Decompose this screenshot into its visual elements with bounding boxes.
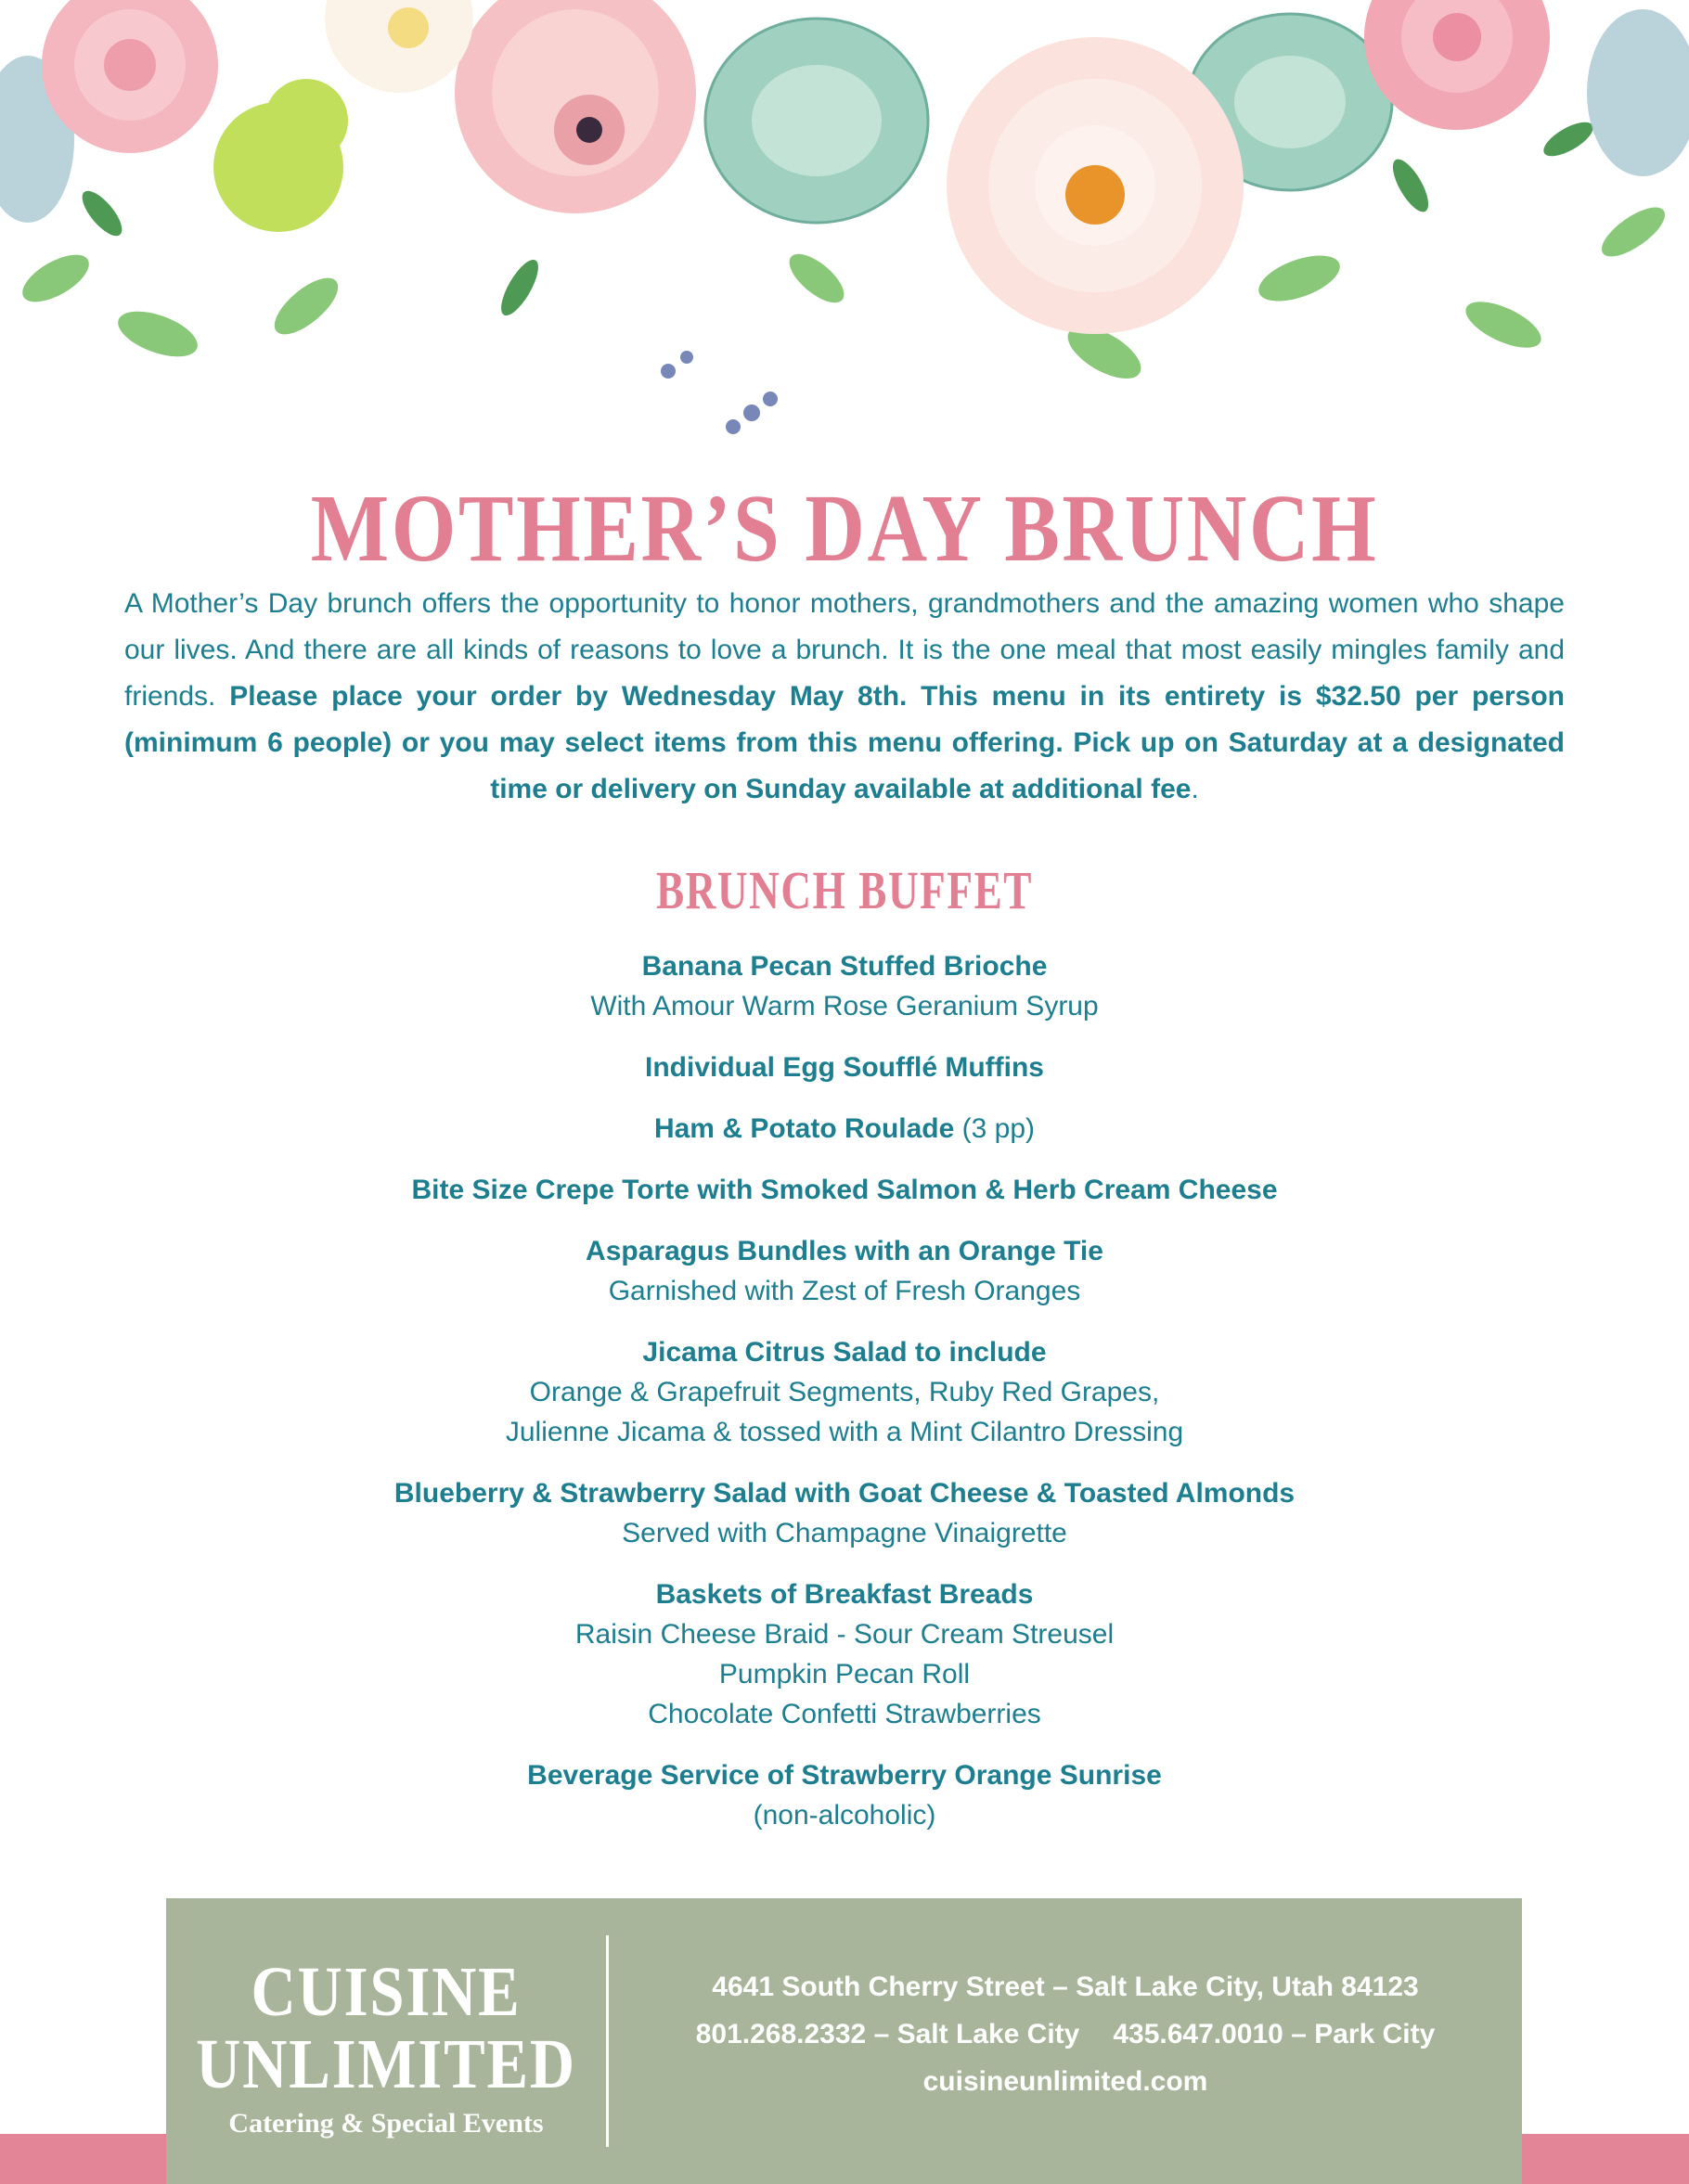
menu-item-name: Ham & Potato Roulade xyxy=(653,1113,955,1144)
menu-item-title xyxy=(0,1473,1689,1513)
menu-item-title xyxy=(0,1109,1689,1149)
menu-item-description: With Amour Warm Rose Geranium Syrup xyxy=(590,991,1099,1021)
menu-item-name: Beverage Service of Strawberry Orange Sunrise xyxy=(527,1760,1162,1791)
menu-item xyxy=(0,1231,1689,1311)
menu-item-name: Asparagus Bundles with an Orange Tie xyxy=(586,1236,1103,1266)
logo-line-unlimited: UNLIMITED xyxy=(196,2025,576,2103)
page-title: MOTHER’S DAY BRUNCH xyxy=(310,475,1379,582)
menu-item-description: Chocolate Confetti Strawberries xyxy=(648,1699,1041,1729)
menu-item-title xyxy=(0,1047,1689,1087)
menu-item xyxy=(0,946,1689,1026)
menu-item-description: Julienne Jicama & tossed with a Mint Cilantro Dressing xyxy=(505,1417,1184,1447)
menu-list xyxy=(0,946,1689,1856)
menu-item-title xyxy=(0,946,1689,986)
menu-item-name: Baskets of Breakfast Breads xyxy=(655,1579,1034,1610)
menu-item-title xyxy=(0,1231,1689,1271)
menu-item xyxy=(0,1755,1689,1835)
menu-item-description: Served with Champagne Vinaigrette xyxy=(622,1518,1067,1548)
section-title-brunch-buffet: BRUNCH BUFFET xyxy=(655,860,1034,920)
phone-salt-lake[interactable]: 801.268.2332 – Salt Lake City xyxy=(695,2019,1080,2049)
menu-item-description: Orange & Grapefruit Segments, Ruby Red Grapes, xyxy=(529,1377,1160,1407)
phone-numbers xyxy=(609,2011,1522,2058)
intro-end: . xyxy=(1191,774,1199,804)
intro-paragraph xyxy=(124,581,1565,813)
intro-order-details: Please place your order by Wednesday May 8th. This menu in its entirety is $32.50 per person (minimum 6 people) or you may select items from this menu offering. Pick up on Saturday at a designated time or delivery on Sunday available at additional fee xyxy=(124,681,1565,804)
menu-item-title xyxy=(0,1755,1689,1795)
company-logo xyxy=(166,1898,606,2184)
menu-item-name: Banana Pecan Stuffed Brioche xyxy=(641,951,1048,982)
menu-item-name: Bite Size Crepe Torte with Smoked Salmon & Herb Cream Cheese xyxy=(411,1175,1278,1205)
menu-item-title xyxy=(0,1574,1689,1614)
menu-item-description: (non-alcoholic) xyxy=(753,1800,936,1831)
menu-item-description: Raisin Cheese Braid - Sour Cream Streusel xyxy=(574,1619,1115,1650)
menu-item-description: Pumpkin Pecan Roll xyxy=(718,1659,971,1689)
menu-item xyxy=(0,1109,1689,1149)
menu-item-title xyxy=(0,1170,1689,1210)
menu-item xyxy=(0,1047,1689,1087)
menu-item-portion: (3 pp) xyxy=(954,1113,1036,1144)
footer-contact-box xyxy=(166,1898,1522,2184)
menu-item-description: Garnished with Zest of Fresh Oranges xyxy=(608,1276,1081,1306)
floral-header-illustration xyxy=(0,0,1689,436)
phone-park-city[interactable]: 435.647.0010 – Park City xyxy=(1113,2019,1436,2049)
menu-item xyxy=(0,1332,1689,1452)
menu-item xyxy=(0,1473,1689,1553)
intro-plain-text: A Mother’s Day brunch offers the opportunity to honor mothers, grandmothers and the amazing women who shape our lives. And there are all kinds of reasons to love a brunch. It is the one meal that most easily mingles family and friends. xyxy=(124,588,1565,712)
menu-item-name: Individual Egg Soufflé Muffins xyxy=(645,1052,1044,1083)
logo-tagline: Catering & Special Events xyxy=(228,2108,544,2139)
address: 4641 South Cherry Street – Salt Lake City, Utah 84123 xyxy=(712,1972,1419,2002)
contact-info xyxy=(609,1963,1522,2105)
menu-item-name: Blueberry & Strawberry Salad with Goat Cheese & Toasted Almonds xyxy=(393,1478,1296,1509)
menu-item xyxy=(0,1170,1689,1210)
menu-item xyxy=(0,1574,1689,1734)
website-link[interactable]: cuisineunlimited.com xyxy=(922,2066,1208,2097)
menu-item-name: Jicama Citrus Salad to include xyxy=(642,1337,1047,1368)
menu-item-title xyxy=(0,1332,1689,1372)
logo-line-cuisine: CUISINE xyxy=(251,1953,522,2031)
